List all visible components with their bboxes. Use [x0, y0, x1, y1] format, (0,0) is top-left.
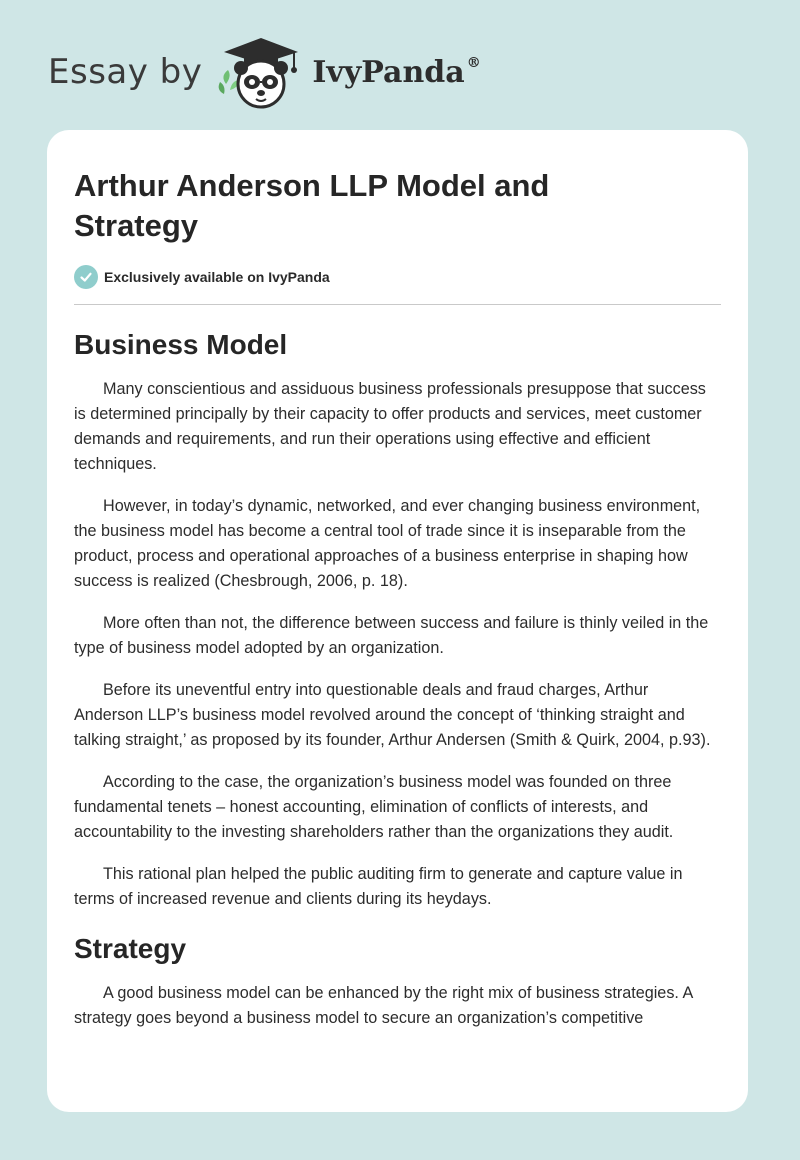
essay-title: Arthur Anderson LLP Model and Strategy: [74, 168, 550, 243]
paragraph: This rational plan helped the public auditing firm to generate and capture value in terms of increased revenue and clients during its heydays.: [74, 865, 683, 908]
badge-label: Exclusively available on IvyPanda: [104, 269, 330, 285]
paragraph: According to the case, the organization’s business model was founded on three fundamental tenets – honest accounting, elimination of conflicts of interests, and accountability to the investing shareholders rather than the organizations they audit.: [74, 773, 674, 841]
paragraph: Before its uneventful entry into questionable deals and fraud charges, Arthur Anderson LLP’s business model revolved around the concept of ‘thinking straight and talking straight,’ as proposed by its founder, Arthur Andersen (Smith & Quirk, 2004, p.93).: [74, 681, 711, 749]
ivypanda-logo-text[interactable]: [312, 55, 480, 90]
paragraph: However, in today’s dynamic, networked, and ever changing business environment, the business model has become a central tool of trade since it is inseparable from the product, process and operational approaches of a business enterprise in shaping how success is realized (Chesbrough, 2006, p. 18).: [74, 497, 701, 590]
exclusive-badge: [74, 265, 721, 289]
paragraph: More often than not, the difference between success and failure is thinly veiled in the type of business model adopted by an organization.: [74, 614, 709, 657]
divider: [74, 304, 721, 305]
paragraph: A good business model can be enhanced by the right mix of business strategies. A strategy goes beyond a business model to secure an organization’s competitive: [74, 984, 693, 1027]
panda-graduate-icon[interactable]: [216, 32, 306, 112]
registered-mark: ®: [466, 54, 481, 71]
essay-by-label: Essay by: [48, 52, 203, 92]
section-heading-business-model: Business Model: [74, 329, 288, 360]
paragraph: Many conscientious and assiduous business professionals presuppose that success is determined principally by their capacity to offer products and services, meet customer demands and requirements, and run their operations using effective and efficient techniques.: [74, 380, 706, 473]
check-circle-icon: [74, 265, 98, 289]
essay-card: [47, 130, 748, 1112]
section-heading-strategy: Strategy: [74, 933, 187, 964]
site-header: [48, 32, 481, 112]
brand-name: IvyPanda: [312, 54, 465, 90]
